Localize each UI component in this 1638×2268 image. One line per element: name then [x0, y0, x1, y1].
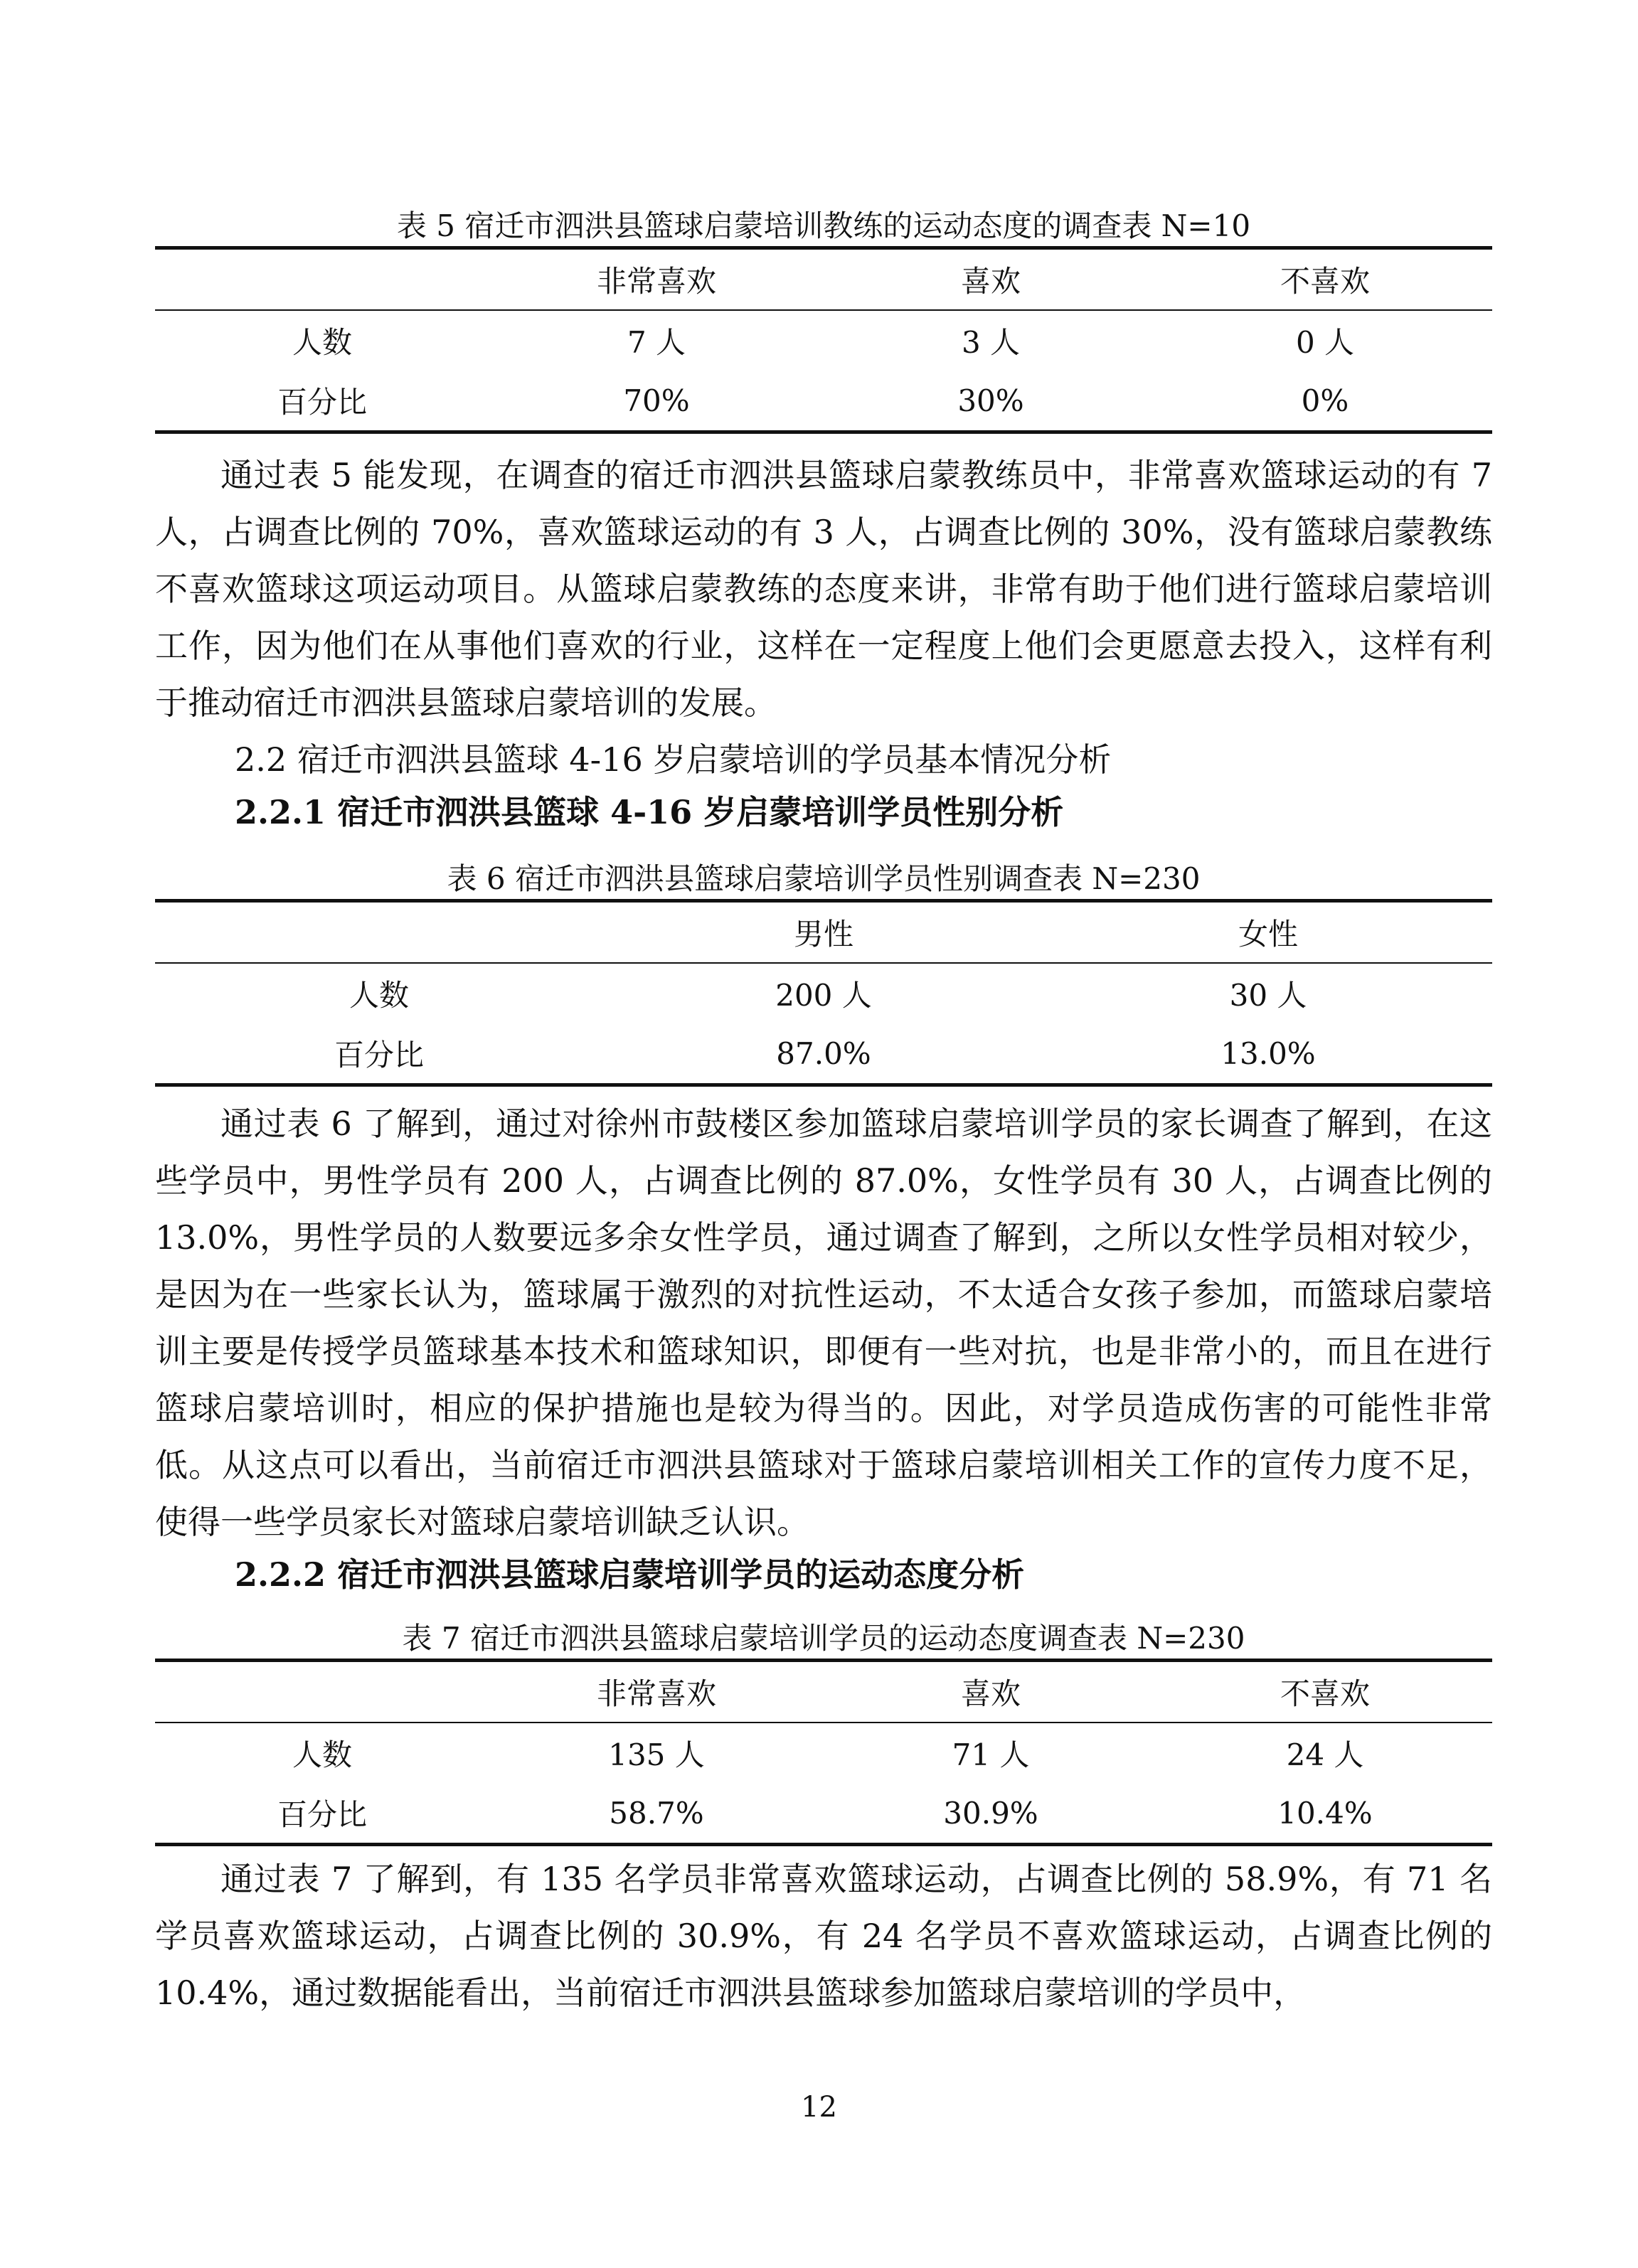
- table7-cell: 24 人: [1286, 1737, 1364, 1772]
- table7-cell: 30.9%: [824, 1783, 1158, 1845]
- table5-block: [155, 206, 1492, 434]
- table6-cell: 13.0%: [1044, 1023, 1492, 1085]
- table7-cell: 71 人: [952, 1737, 1030, 1772]
- table6-caption: 表 6 宿迁市泗洪县篮球启蒙培训学员性别调查表 N=230: [447, 861, 1201, 896]
- table6-header-row: [155, 901, 1492, 964]
- table7-header-cell: 喜欢: [824, 1661, 1158, 1723]
- table6: [155, 899, 1492, 1087]
- table-row: [155, 1783, 1492, 1845]
- table6-header-cell: 男性: [603, 901, 1044, 964]
- table5: [155, 246, 1492, 434]
- table5-cell: 30%: [824, 371, 1158, 432]
- table6-cell: 200 人: [775, 978, 872, 1013]
- table5-header-cell: [155, 248, 489, 311]
- table7-header-row: [155, 1661, 1492, 1723]
- table5-header-row: [155, 248, 1492, 311]
- page-number: 12: [801, 2091, 837, 2124]
- table-row: [155, 371, 1492, 432]
- table6-cell: 人数: [349, 978, 409, 1013]
- table7-cell: 58.7%: [489, 1783, 824, 1845]
- table7-header-cell: [155, 1661, 489, 1723]
- table7-cell: 人数: [292, 1737, 352, 1772]
- table5-cell: 3 人: [961, 325, 1021, 360]
- table-row: [155, 1723, 1492, 1783]
- table5-header-cell: 非常喜欢: [489, 248, 824, 311]
- table-row: [155, 1023, 1492, 1085]
- table6-cell: 87.0%: [603, 1023, 1044, 1085]
- body-block-1: [155, 447, 1492, 836]
- paragraph-3: 通过表 7 了解到，有 135 名学员非常喜欢篮球运动，占调查比例的 58.9%，有 71 名学员喜欢篮球运动，占调查比例的 30.9%，有 24 名学员不喜欢篮球运动，占调查比例的 10.4%，通过数据能看出，当前宿迁市泗洪县篮球参加篮球启蒙培训的学员中，: [155, 1860, 1492, 2012]
- table5-cell: 人数: [292, 325, 352, 360]
- table5-cell: 7 人: [627, 325, 686, 360]
- section-heading-2-2: 2.2 宿迁市泗洪县篮球 4-16 岁启蒙培训的学员基本情况分析: [235, 740, 1112, 779]
- section-heading-2-2-2: 2.2.2 宿迁市泗洪县篮球启蒙培训学员的运动态度分析: [235, 1555, 1025, 1594]
- table6-cell: 30 人: [1229, 978, 1307, 1013]
- table5-cell: 百分比: [155, 371, 489, 432]
- table5-cell: 70%: [489, 371, 824, 432]
- table5-header-cell: 喜欢: [824, 248, 1158, 311]
- paragraph-2: 通过表 6 了解到，通过对徐州市鼓楼区参加篮球启蒙培训学员的家长调查了解到，在这些学员中，男性学员有 200 人，占调查比例的 87.0%，女性学员有 30 人，占调查比例的 13.0%，男性学员的人数要远多余女性学员，通过调查了解到，之所以女性学员相对较少，是因为在一些家长认为，篮球属于激烈的对抗性运动，不太适合女孩子参加，而篮球启蒙培训主要是传授学员篮球基本技术和篮球知识，即便有一些对抗，也是非常小的，而且在进行篮球启蒙培训时，相应的保护措施也是较为得当的。因此，对学员造成伤害的可能性非常低。从这点可以看出，当前宿迁市泗洪县篮球对于篮球启蒙培训相关工作的宣传力度不足，使得一些学员家长对篮球启蒙培训缺乏认识。: [155, 1104, 1492, 1541]
- table7-caption: 表 7 宿迁市泗洪县篮球启蒙培训学员的运动态度调查表 N=230: [402, 1621, 1245, 1656]
- table-row: [155, 963, 1492, 1023]
- table7-cell: 10.4%: [1158, 1783, 1492, 1845]
- table7-header-cell: 非常喜欢: [489, 1661, 824, 1723]
- table7-cell: 百分比: [155, 1783, 489, 1845]
- body-block-3: [155, 1851, 1492, 2021]
- table7-header-cell: 不喜欢: [1158, 1661, 1492, 1723]
- paragraph-1: 通过表 5 能发现，在调查的宿迁市泗洪县篮球启蒙教练员中，非常喜欢篮球运动的有 7 人，占调查比例的 70%，喜欢篮球运动的有 3 人，占调查比例的 30%，没有篮球启蒙教练不喜欢篮球这项运动项目。从篮球启蒙教练的态度来讲，非常有助于他们进行篮球启蒙培训工作，因为他们在从事他们喜欢的行业，这样在一定程度上他们会更愿意去投入，这样有利于推动宿迁市泗洪县篮球启蒙培训的发展。: [155, 456, 1492, 722]
- table6-cell: 百分比: [155, 1023, 603, 1085]
- body-block-2: [155, 1095, 1492, 1599]
- section-heading-2-2-1: 2.2.1 宿迁市泗洪县篮球 4-16 岁启蒙培训学员性别分析: [235, 793, 1064, 831]
- table6-header-cell: 女性: [1044, 901, 1492, 964]
- table7-block: [155, 1619, 1492, 1846]
- table6-header-cell: [155, 901, 603, 964]
- table-row: [155, 310, 1492, 371]
- table5-cell: 0%: [1158, 371, 1492, 432]
- table5-caption: 表 5 宿迁市泗洪县篮球启蒙培训教练的运动态度的调查表 N=10: [396, 208, 1251, 243]
- table6-block: [155, 859, 1492, 1087]
- table7-cell: 135 人: [608, 1737, 705, 1772]
- table7: [155, 1659, 1492, 1846]
- table5-header-cell: 不喜欢: [1158, 248, 1492, 311]
- table5-cell: 0 人: [1295, 325, 1355, 360]
